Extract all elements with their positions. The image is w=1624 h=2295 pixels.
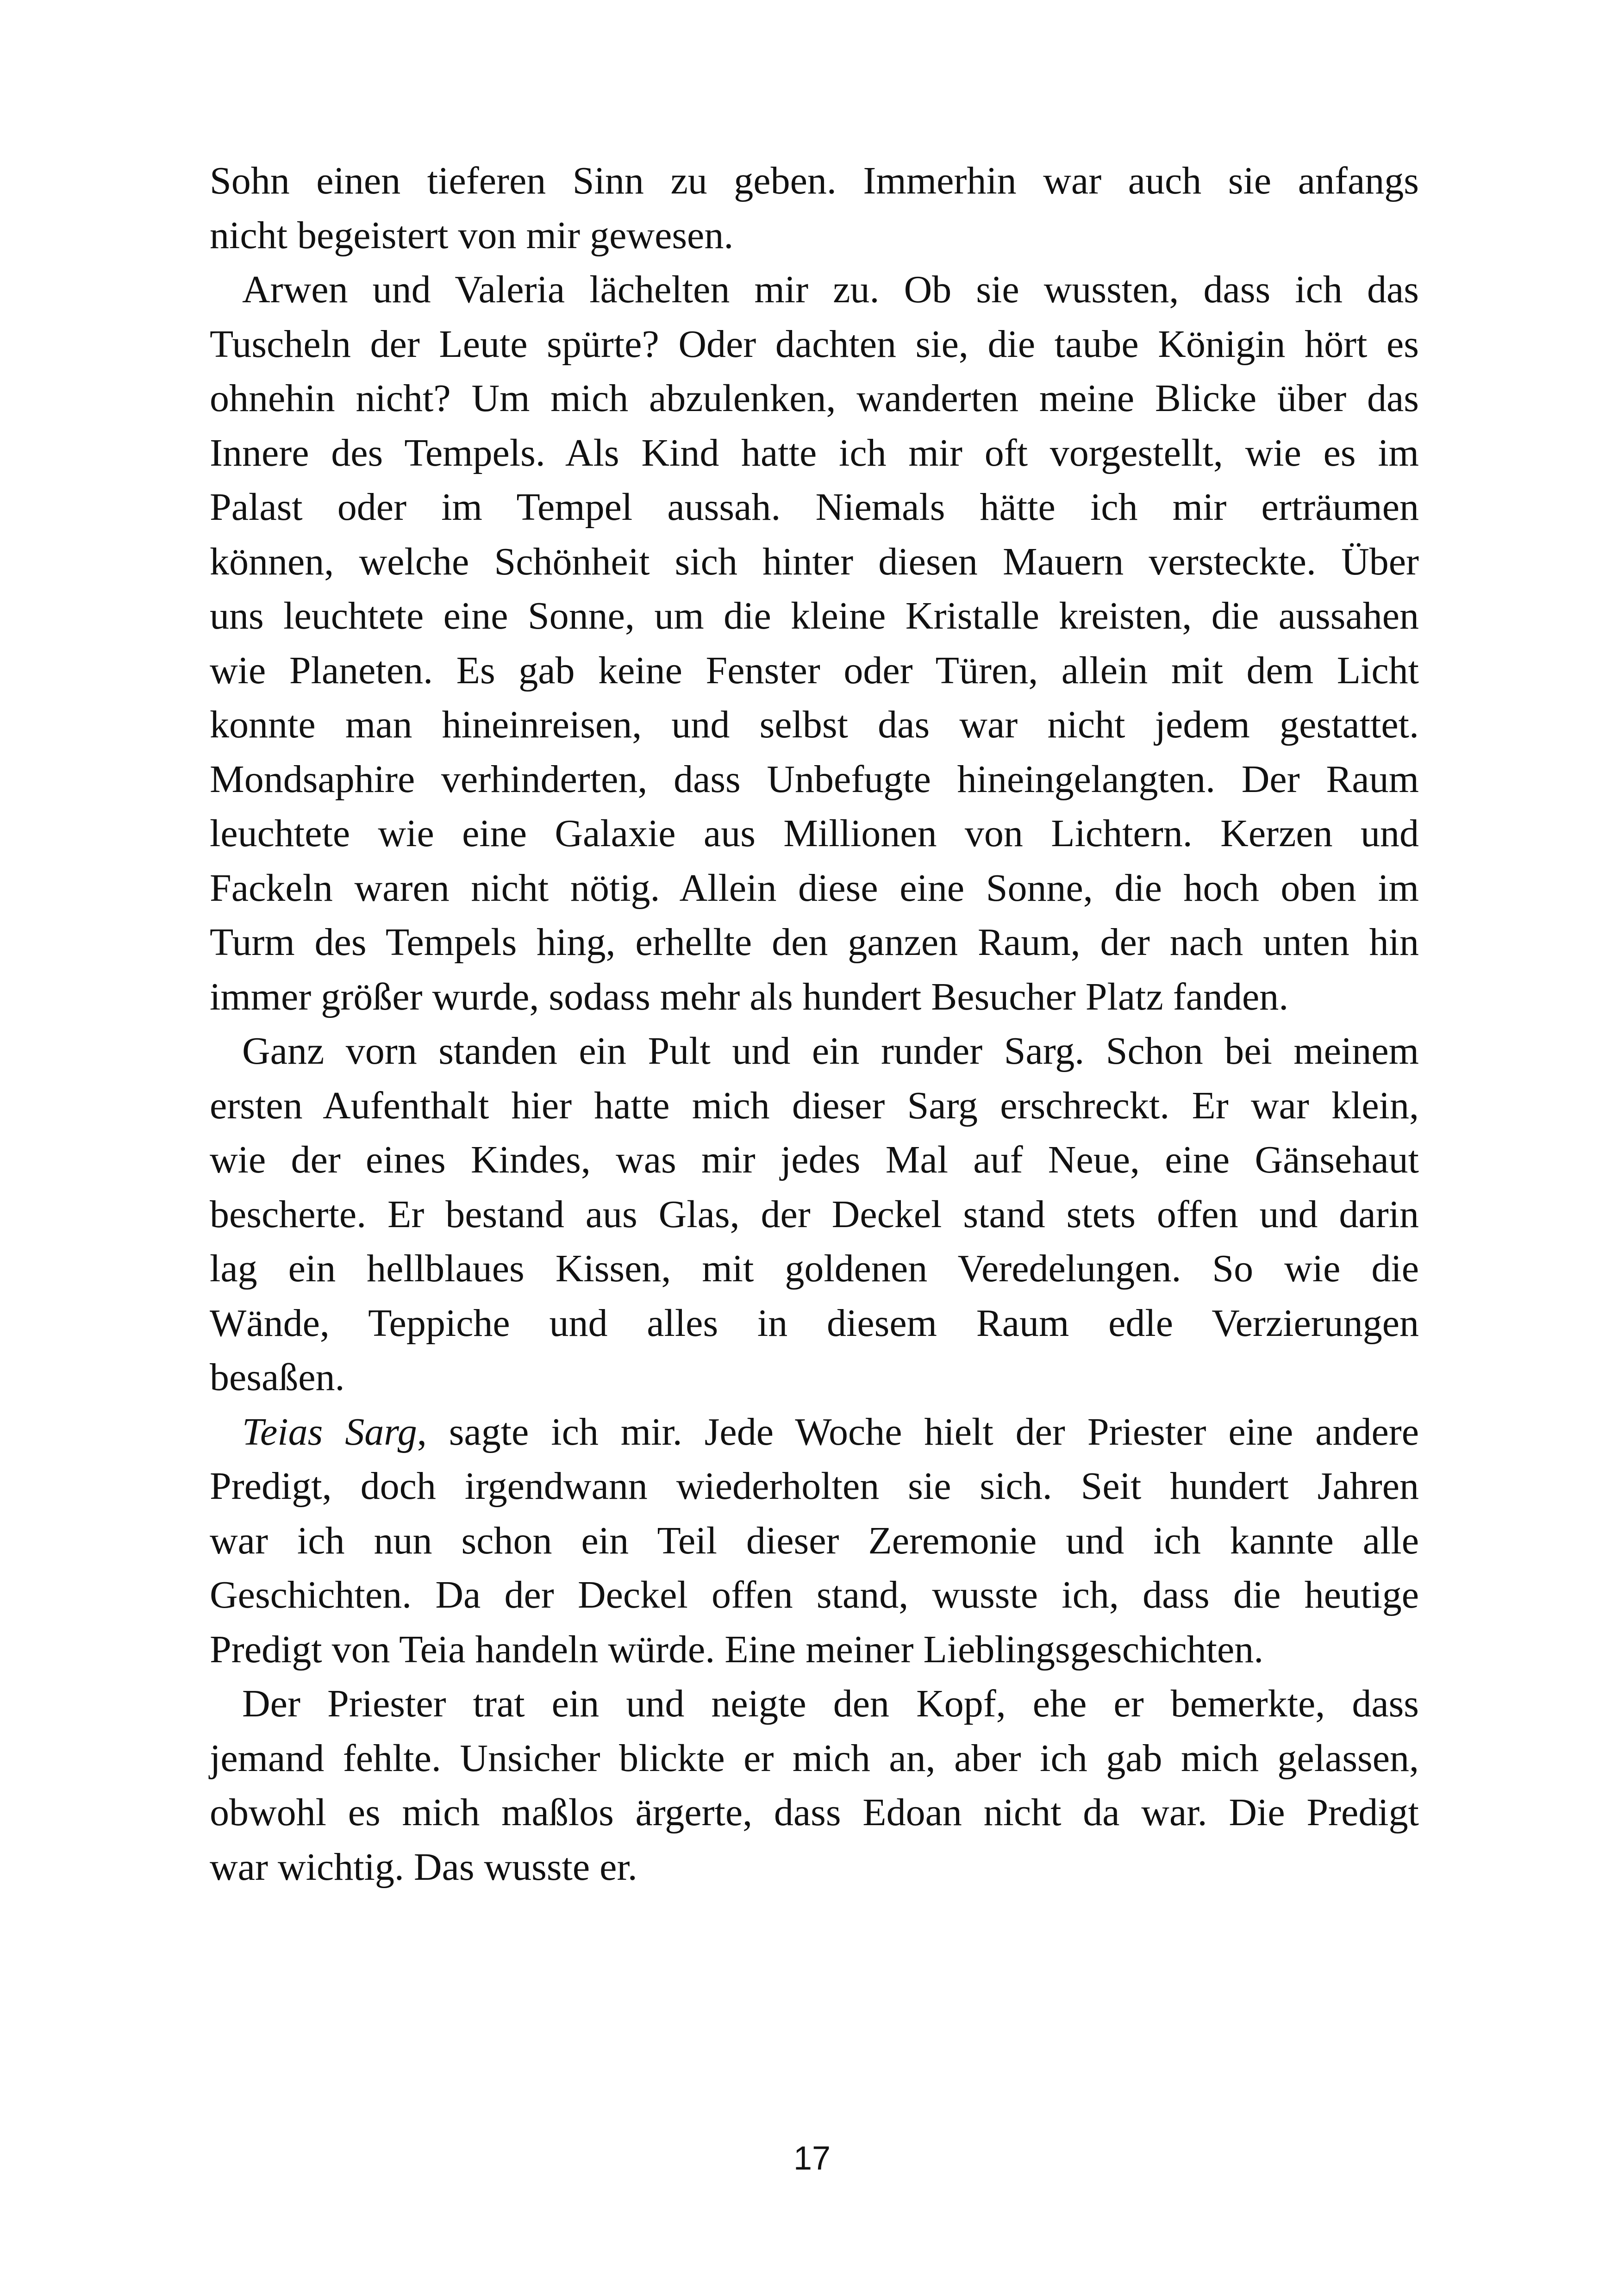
text-line: Tuscheln der Leute spürte? Oder dachten sie, die taube Königin hört es <box>210 322 1419 366</box>
body-text <box>210 154 1419 1894</box>
text-line: obwohl es mich maßlos ärgerte, dass Edoan nicht da war. Die Predigt <box>210 1791 1419 1834</box>
text-line: Palast oder im Tempel aussah. Niemals hätte ich mir erträumen <box>210 486 1419 529</box>
text-line: ohnehin nicht? Um mich abzulenken, wanderten meine Blicke über das <box>210 377 1419 420</box>
text-line: Arwen und Valeria lächelten mir zu. Ob sie wussten, dass ich das <box>242 268 1419 311</box>
text-line: Ganz vorn standen ein Pult und ein runder Sarg. Schon bei meinem <box>242 1029 1419 1073</box>
text-line: können, welche Schönheit sich hinter diesen Mauern versteckte. Über <box>210 540 1419 583</box>
text-line: war ich nun schon ein Teil dieser Zeremonie und ich kannte alle <box>210 1519 1419 1562</box>
text-line: uns leuchtete eine Sonne, um die kleine Kristalle kreisten, die aussahen <box>210 594 1419 637</box>
text-line: Sohn einen tieferen Sinn zu geben. Immerhin war auch sie anfangs <box>210 159 1419 202</box>
text-line: nicht begeistert von mir gewesen. <box>210 213 734 257</box>
text-line: Predigt von Teia handeln würde. Eine meiner Lieblingsgeschichten. <box>210 1628 1264 1671</box>
text-line: Predigt, doch irgendwann wiederholten sie sich. Seit hundert Jahren <box>210 1465 1419 1508</box>
text-line: Turm des Tempels hing, erhellte den ganzen Raum, der nach unten hin <box>210 921 1419 964</box>
text-line: Fackeln waren nicht nötig. Allein diese eine Sonne, die hoch oben im <box>210 866 1419 910</box>
paragraph-3 <box>210 1024 1419 1405</box>
text-line-rest: , sagte ich mir. Jede Woche hielt der Priester eine andere <box>417 1410 1419 1453</box>
text-line: Geschichten. Da der Deckel offen stand, wusste ich, dass die heutige <box>210 1573 1419 1616</box>
text-line: lag ein hellblaues Kissen, mit goldenen Veredelungen. So wie die <box>210 1247 1419 1290</box>
text-line <box>210 1405 1419 1459</box>
text-line: besaßen. <box>210 1356 345 1399</box>
text-line: immer größer wurde, sodass mehr als hundert Besucher Platz fanden. <box>210 975 1289 1018</box>
text-line: konnte man hineinreisen, und selbst das war nicht jedem gestattet. <box>210 703 1419 746</box>
paragraph-5 <box>210 1677 1419 1894</box>
italic-lead: Teias Sarg <box>242 1410 417 1453</box>
text-line: wie der eines Kindes, was mir jedes Mal auf Neue, eine Gänsehaut <box>210 1138 1419 1181</box>
text-line: war wichtig. Das wusste er. <box>210 1845 637 1889</box>
paragraph-4 <box>210 1405 1419 1677</box>
text-line: ersten Aufenthalt hier hatte mich dieser Sarg erschreckt. Er war klein, <box>210 1084 1419 1127</box>
text-line: Mondsaphire verhinderten, dass Unbefugte hineingelangten. Der Raum <box>210 757 1419 801</box>
text-line: leuchtete wie eine Galaxie aus Millionen von Lichtern. Kerzen und <box>210 812 1419 855</box>
paragraph-2 <box>210 262 1419 1024</box>
text-line: bescherte. Er bestand aus Glas, der Deckel stand stets offen und darin <box>210 1192 1419 1236</box>
text-line: jemand fehlte. Unsicher blickte er mich an, aber ich gab mich gelassen, <box>210 1736 1419 1780</box>
text-line: wie Planeten. Es gab keine Fenster oder Türen, allein mit dem Licht <box>210 649 1419 692</box>
text-line: Wände, Teppiche und alles in diesem Raum edle Verzierungen <box>210 1301 1419 1345</box>
page-number: 17 <box>793 2140 831 2177</box>
paragraph-1 <box>210 154 1419 262</box>
text-line: Der Priester trat ein und neigte den Kopf, ehe er bemerkte, dass <box>242 1682 1419 1725</box>
text-line: Innere des Tempels. Als Kind hatte ich mir oft vorgestellt, wie es im <box>210 431 1419 474</box>
